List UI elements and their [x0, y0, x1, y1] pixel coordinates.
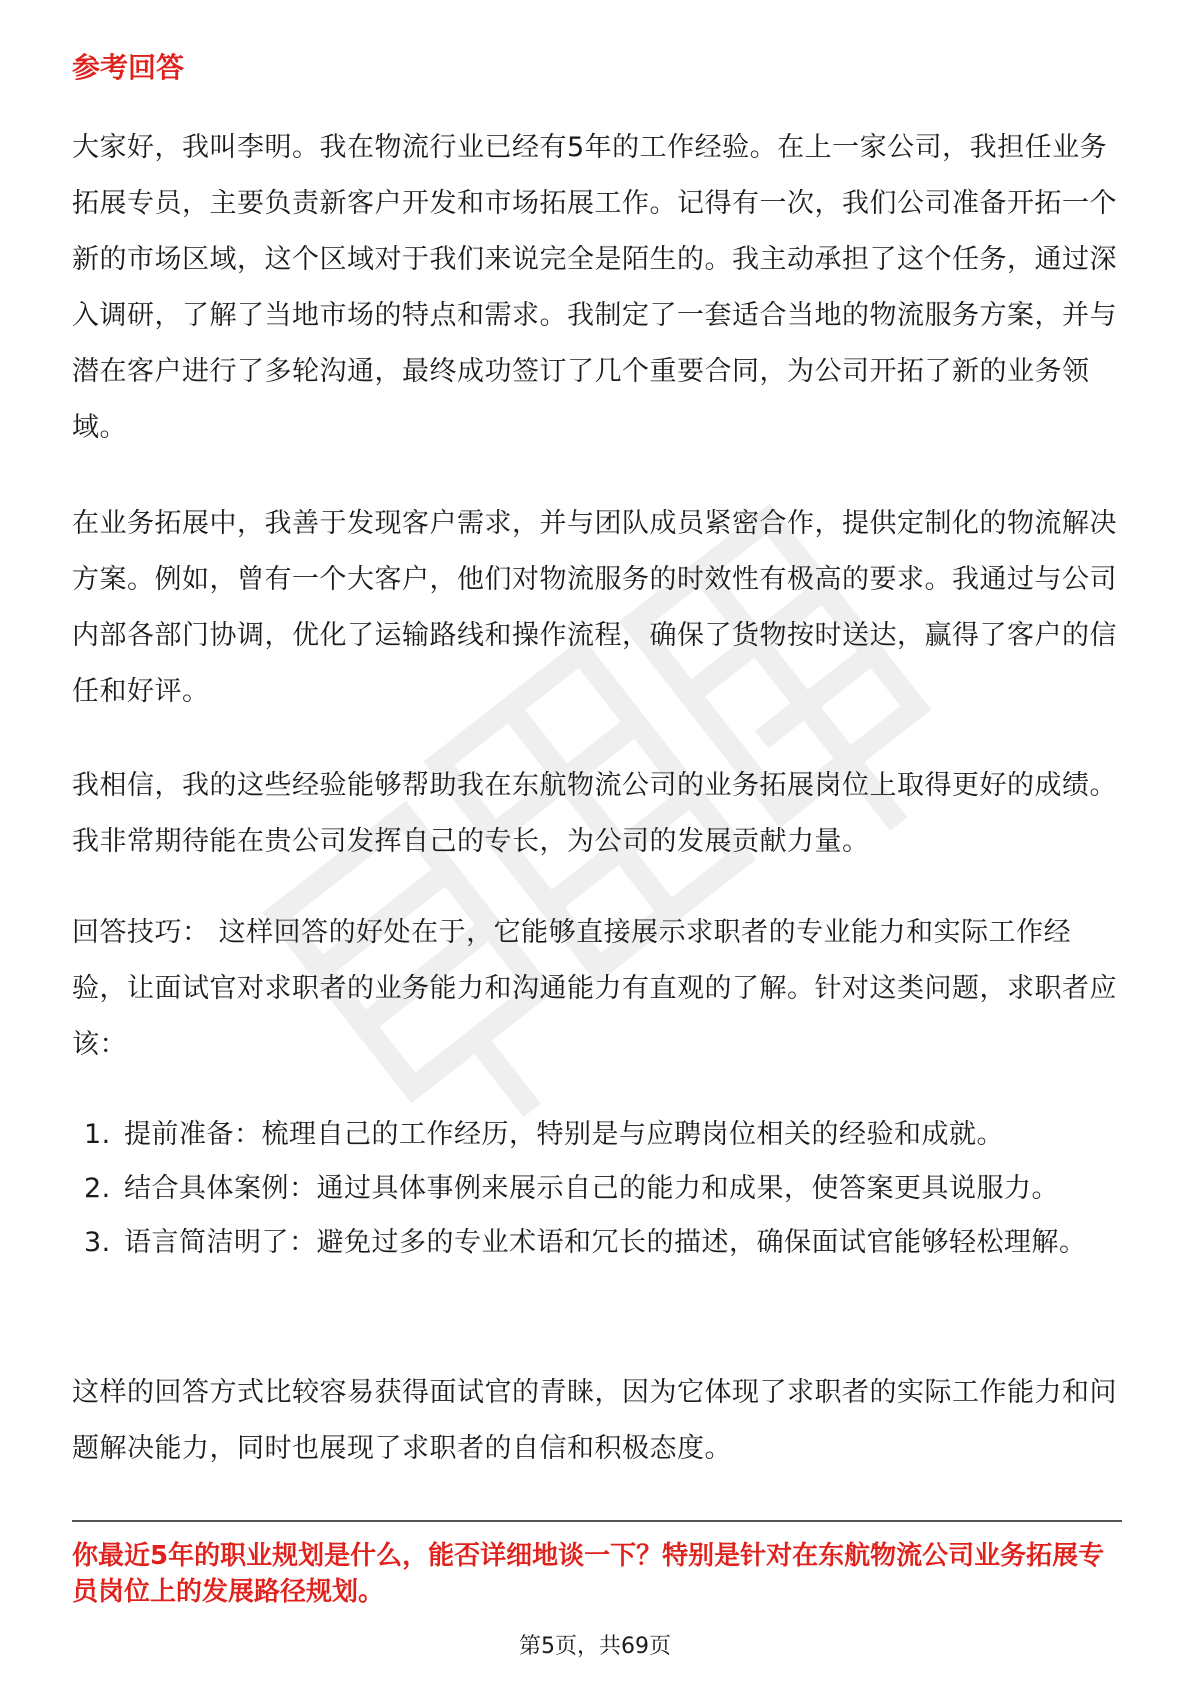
next-question: 你最近5年的职业规划是什么，能否详细地谈一下？特别是针对在东航物流公司业务拓展专员岗位上的发展路径规划。 — [72, 1541, 1105, 1607]
list-item — [72, 1108, 1122, 1162]
tips-list — [72, 1108, 1122, 1270]
list-item — [72, 1216, 1122, 1270]
answer-intro-paragraph: 大家好，我叫李明。我在物流行业已经有5年的工作经验。在上一家公司，我担任业务拓展专员，主要负责新客户开发和市场拓展工作。记得有一次，我们公司准备开拓一个新的市场区域，这个区域对于我们来说完全是陌生的。我主动承担了这个任务，通过深入调研，了解了当地市场的特点和需求。我制定了一套适合当地的物流服务方案，并与潜在客户进行了多轮沟通，最终成功签订了几个重要合同，为公司开拓了新的业务领域。 — [72, 132, 1117, 443]
list-item-text: 语言简洁明了：避免过多的专业术语和冗长的描述，确保面试官能够轻松理解。 — [124, 1227, 1087, 1258]
tips-intro-paragraph: 回答技巧： 这样回答的好处在于，它能够直接展示求职者的专业能力和实际工作经验，让面试官对求职者的业务能力和沟通能力有直观的了解。针对这类问题，求职者应该： — [72, 917, 1117, 1060]
list-item-number: 2. — [84, 1173, 111, 1204]
list-item-text: 结合具体案例：通过具体事例来展示自己的能力和成果，使答案更具说服力。 — [124, 1173, 1059, 1204]
page-number: 第5页，共69页 — [519, 1634, 671, 1659]
list-item-number: 1. — [84, 1119, 111, 1150]
answer-example-paragraph: 在业务拓展中，我善于发现客户需求，并与团队成员紧密合作，提供定制化的物流解决方案。例如，曾有一个大客户，他们对物流服务的时效性有极高的要求。我通过与公司内部各部门协调，优化了运输路线和操作流程，确保了货物按时送达，赢得了客户的信任和好评。 — [72, 508, 1117, 707]
list-item — [72, 1162, 1122, 1216]
answer-closing-paragraph: 我相信，我的这些经验能够帮助我在东航物流公司的业务拓展岗位上取得更好的成绩。我非常期待能在贵公司发挥自己的专长，为公司的发展贡献力量。 — [72, 770, 1117, 857]
section-heading: 参考回答 — [72, 51, 185, 84]
divider — [72, 1520, 1122, 1522]
summary-paragraph: 这样的回答方式比较容易获得面试官的青睐，因为它体现了求职者的实际工作能力和问题解决能力，同时也展现了求职者的自信和积极态度。 — [72, 1377, 1117, 1464]
list-item-number: 3. — [84, 1227, 111, 1258]
list-item-text: 提前准备：梳理自己的工作经历，特别是与应聘岗位相关的经验和成就。 — [124, 1119, 1004, 1150]
